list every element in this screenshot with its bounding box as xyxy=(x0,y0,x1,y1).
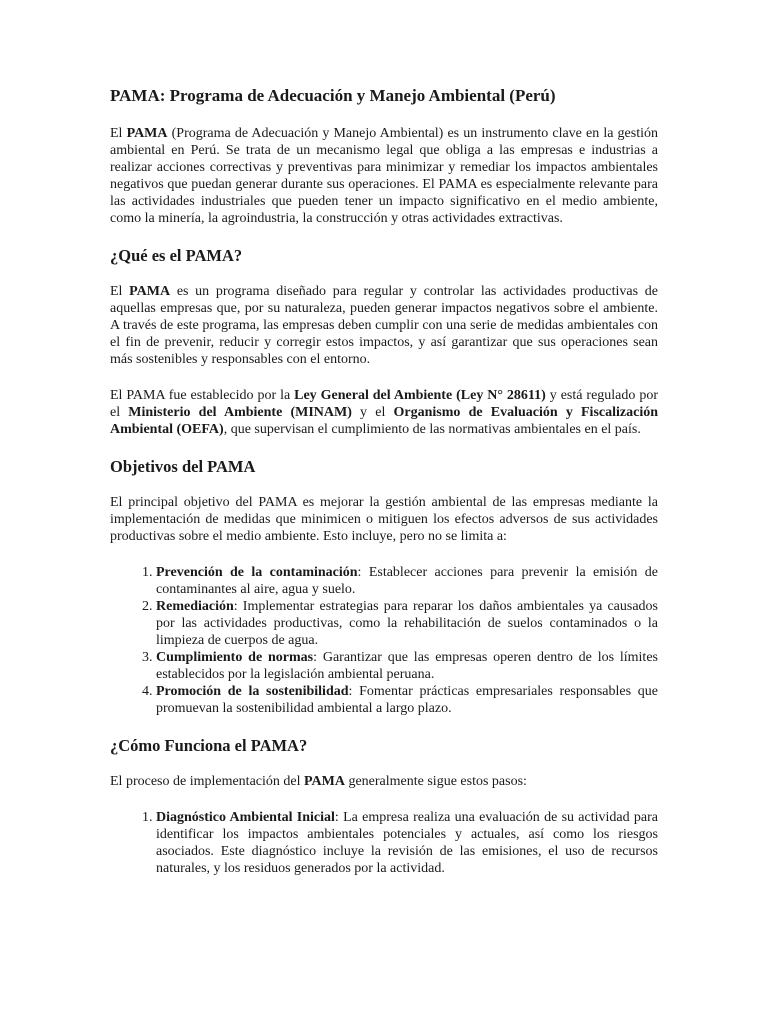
que-es-p2-text-3: y el xyxy=(351,405,394,421)
que-es-p2-text-1: El PAMA fue establecido por la xyxy=(110,388,295,404)
intro-text-1: El xyxy=(110,126,127,142)
que-es-p1-text-1: El xyxy=(110,284,130,300)
list-item xyxy=(156,564,658,598)
heading-como-funciona: ¿Cómo Funciona el PAMA? xyxy=(110,735,308,755)
que-es-p2-text-4: , que supervisan el cumplimiento de las normativas ambientales en el país. xyxy=(223,422,641,438)
como-funciona-list xyxy=(110,809,658,877)
como-funciona-intro xyxy=(110,773,658,790)
que-es-p1-bold: PAMA xyxy=(129,284,171,300)
list-item-bold: Promoción de la sostenibilidad xyxy=(156,683,349,699)
objetivos-intro: El principal objetivo del PAMA es mejorar la gestión ambiental de las empresas mediante la implementación de medidas que minimicen o mitiguen los efectos adversos de sus actividades productivas sobre el medio ambiente. Esto incluye, pero no se limita a: xyxy=(110,494,658,544)
list-item-bold: Remediación xyxy=(156,598,234,614)
que-es-p2-text-2: y está regulado por el xyxy=(110,388,658,421)
objetivos-list xyxy=(110,564,658,717)
que-es-paragraph-1 xyxy=(110,283,658,368)
list-item-text: : Implementar estrategias para reparar los daños ambientales ya causados por las actividades productivas, como la rehabilitación de suelos contaminados o la limpieza de cuerpos de agua. xyxy=(156,598,658,648)
document-title: PAMA: Programa de Adecuación y Manejo Ambiental (Perú) xyxy=(110,86,556,105)
heading-objetivos: Objetivos del PAMA xyxy=(110,457,256,477)
que-es-p1-text-2: es un programa diseñado para regular y controlar las actividades productivas de aquellas empresas que, por su naturaleza, pueden generar impactos negativos sobre el ambiente. A través de este programa, las empresas deben cumplir con una serie de medidas ambientales con el fin de prevenir, reducir y corregir estos impactos, y así garantizar que sus operaciones sean más sostenibles y responsables con el entorno. xyxy=(110,284,658,368)
list-item xyxy=(156,809,658,877)
list-item-text: : Fomentar prácticas empresariales responsables que promuevan la sostenibilidad ambiental a largo plazo. xyxy=(156,683,658,716)
list-item-bold: Cumplimiento de normas xyxy=(156,649,314,665)
list-item-text: : Garantizar que las empresas operen dentro de los límites establecidos por la legislación ambiental peruana. xyxy=(156,649,658,682)
como-funciona-bold: PAMA xyxy=(304,773,345,789)
intro-text-2: (Programa de Adecuación y Manejo Ambiental) es un instrumento clave en la gestión ambiental en Perú. Se trata de un mecanismo legal que obliga a las empresas e industrias a realizar acciones correctivas y preventivas para minimizar y remediar los impactos ambientales negativos que puedan generar durante sus operaciones. El PAMA es especialmente relevante para las actividades industriales que pueden tener un impacto significativo en el medio ambiente, como la minería, la agroindustria, la construcción y otras actividades extractivas. xyxy=(110,126,658,227)
list-item xyxy=(156,598,658,649)
list-item-text: : Establecer acciones para prevenir la emisión de contaminantes al aire, agua y suelo. xyxy=(156,564,658,597)
list-item-text: : La empresa realiza una evaluación de su actividad para identificar los impactos ambientales potenciales y actuales, así como los riesgos asociados. Este diagnóstico incluye la revisión de las emisiones, el uso de recursos naturales, y los residuos generados por la actividad. xyxy=(156,809,658,876)
list-item xyxy=(156,683,658,717)
list-item-bold: Prevención de la contaminación xyxy=(156,564,358,580)
intro-paragraph xyxy=(110,125,658,227)
que-es-p2-bold-oefa: Organismo de Evaluación y Fiscalización Ambiental (OEFA) xyxy=(110,405,658,438)
list-item-bold: Diagnóstico Ambiental Inicial xyxy=(156,809,335,825)
como-funciona-text-2: generalmente sigue estos pasos: xyxy=(344,773,527,789)
que-es-p2-bold-ley: Ley General del Ambiente (Ley N° 28611) xyxy=(294,388,546,404)
como-funciona-text-1: El proceso de implementación del xyxy=(110,773,304,789)
list-item xyxy=(156,649,658,683)
heading-que-es: ¿Qué es el PAMA? xyxy=(110,246,243,266)
que-es-p2-bold-minam: Ministerio del Ambiente (MINAM) xyxy=(128,405,352,421)
que-es-paragraph-2 xyxy=(110,387,658,438)
intro-bold-pama: PAMA xyxy=(126,126,168,142)
